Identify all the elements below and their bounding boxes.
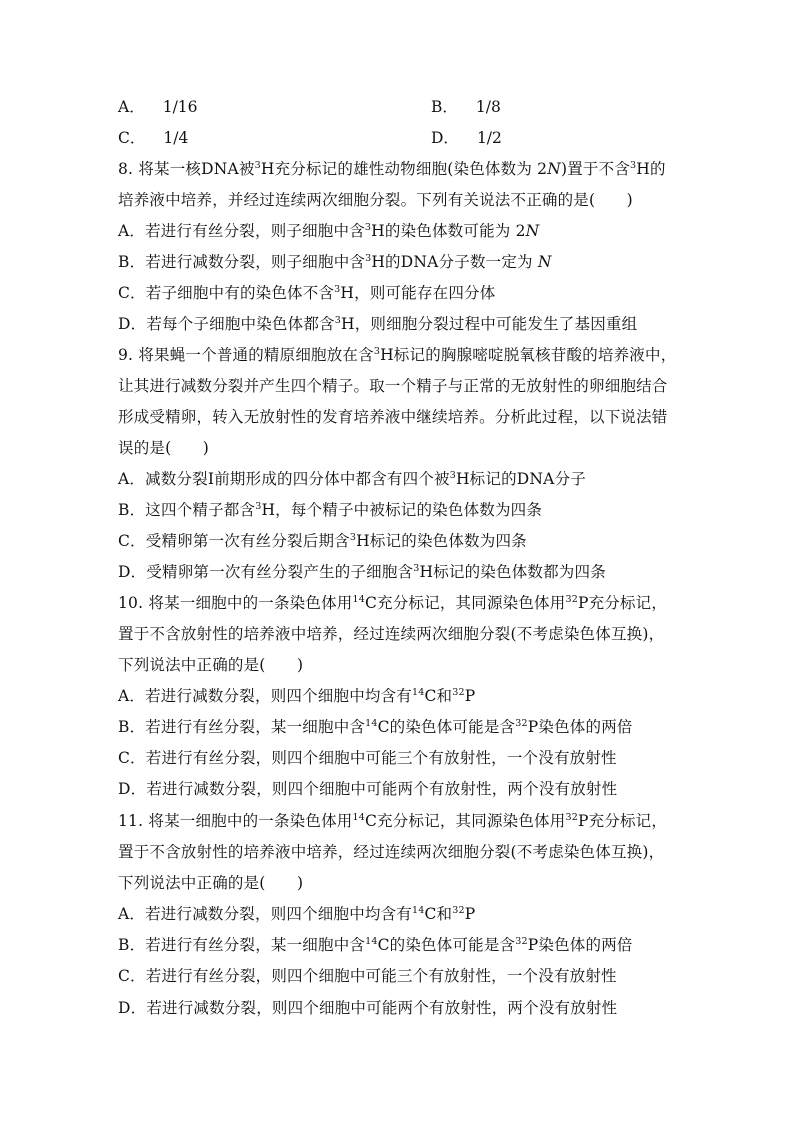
q8-option-d: D．若每个子细胞中染色体都含$^3$H，则细胞分裂过程中可能发生了基因重组 [118,315,638,333]
q7-option-c [118,123,188,153]
q10-stem-line-2: 置于不含放射性的培养液中培养，经过连续两次细胞分裂(不考虑染色体互换)， [118,625,665,643]
q8-option-a: A．若进行有丝分裂，则子细胞中含$^3$H的染色体数可能为 2N [118,222,540,240]
q10-option-b: B．若进行有丝分裂，某一细胞中含$^{14}$C的染色体可能是含$^{32}$P染色体的两倍 [118,718,633,736]
q9-option-a: A．减数分裂Ⅰ前期形成的四分体中都含有四个被$^3$H标记的DNA分子 [118,470,586,488]
q11-stem-line-3: 下列说法中正确的是( ) [118,874,304,892]
q7-option-d [431,123,502,153]
q8-stem-line-2: 培养液中培养，并经过连续两次细胞分裂。下列有关说法不正确的是( ) [118,191,633,209]
q9-option-b: B．这四个精子都含$^3$H，每个精子中被标记的染色体数为四条 [118,501,543,519]
q9-stem-line-1: 9. 将果蝇一个普通的精原细胞放在含$^3$H标记的胸腺嘧啶脱氧核苷酸的培养液中， [118,346,677,364]
option-letter: B． [431,98,458,116]
q9-stem-line-2: 让其进行减数分裂并产生四个精子。取一个精子与正常的无放射性的卵细胞结合 [118,377,668,395]
q7-option-b [431,92,501,122]
q10-option-d: D．若进行减数分裂，则四个细胞中可能两个有放射性，两个没有放射性 [118,780,618,798]
q9-option-c: C．受精卵第一次有丝分裂后期含$^3$H标记的染色体数为四条 [118,532,527,550]
q8-option-b: B．若进行减数分裂，则子细胞中含$^3$H的DNA分子数一定为 N [118,253,552,271]
q11-option-a: A．若进行减数分裂，则四个细胞中均含有$^{14}$C和$^{32}$P [118,905,476,923]
option-text: 1/8 [475,98,501,116]
option-text: 1/16 [162,98,198,116]
q9-stem-line-4: 误的是( ) [118,439,209,457]
q11-option-b: B．若进行有丝分裂，某一细胞中含$^{14}$C的染色体可能是含$^{32}$P染色体的两倍 [118,936,633,954]
option-text: 1/4 [163,129,189,147]
option-letter: A． [118,98,145,116]
q10-stem-line-1: 10. 将某一细胞中的一条染色体用$^{14}$C充分标记，其同源染色体用$^{32}$P充分标记， [118,594,668,612]
option-letter: D． [431,129,459,147]
q11-option-d: D．若进行减数分裂，则四个细胞中可能两个有放射性，两个没有放射性 [118,999,618,1017]
q11-option-c: C．若进行有丝分裂，则四个细胞中可能三个有放射性，一个没有放射性 [118,967,617,985]
q8-stem-line-1: 8. 将某一核DNA被$^3$H充分标记的雄性动物细胞(染色体数为 2N)置于不含$^3$H的 [118,160,666,178]
q10-option-a: A．若进行减数分裂，则四个细胞中均含有$^{14}$C和$^{32}$P [118,687,476,705]
q10-stem-line-3: 下列说法中正确的是( ) [118,656,304,674]
q9-option-d: D．受精卵第一次有丝分裂产生的子细胞含$^3$H标记的染色体数都为四条 [118,563,606,581]
q7-option-a [118,92,198,122]
option-letter: C． [118,129,146,147]
q8-option-c: C．若子细胞中有的染色体不含$^3$H，则可能存在四分体 [118,284,496,302]
q10-option-c: C．若进行有丝分裂，则四个细胞中可能三个有放射性，一个没有放射性 [118,749,617,767]
q11-stem-line-2: 置于不含放射性的培养液中培养，经过连续两次细胞分裂(不考虑染色体互换)， [118,843,665,861]
q9-stem-line-3: 形成受精卵，转入无放射性的发育培养液中继续培养。分析此过程，以下说法错 [118,408,668,426]
q11-stem-line-1: 11. 将某一细胞中的一条染色体用$^{14}$C充分标记，其同源染色体用$^{32}$P充分标记， [118,812,668,830]
option-text: 1/2 [476,129,502,147]
